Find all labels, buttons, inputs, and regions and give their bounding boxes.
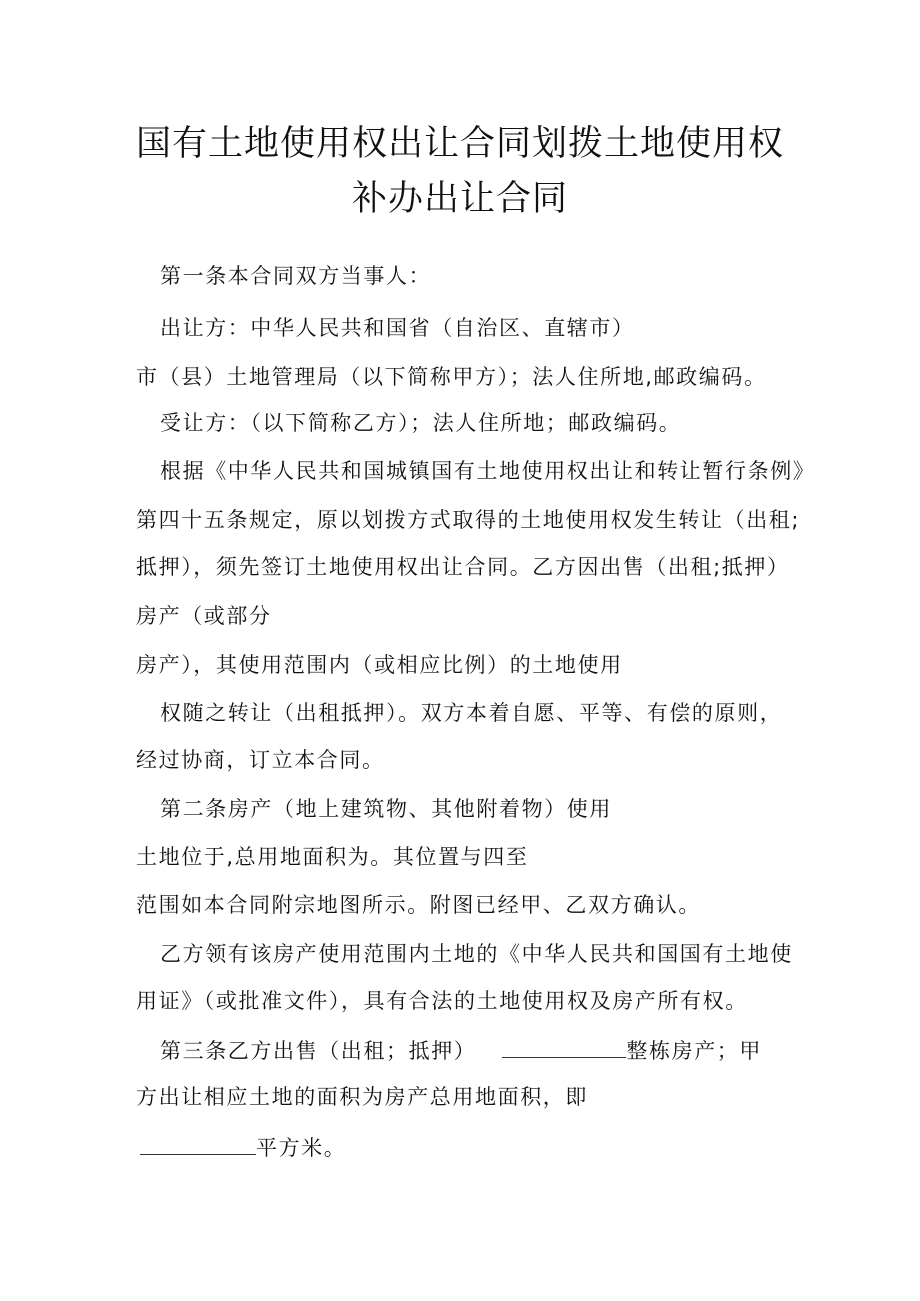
article2-line5: 用证》（或批准文件），具有合法的土地使用权及房产所有权。: [136, 989, 748, 1013]
grantor-line-cont: 市（县）土地管理局（以下简称甲方）；法人住所地,邮政编码。: [136, 365, 767, 389]
document-title-line2: 补办出让合同: [351, 179, 568, 219]
article2-line2: 土地位于,总用地面积为。其位置与四至: [136, 845, 529, 869]
basis-line6: 权随之转让（出租抵押）。双方本着自愿、平等、有偿的原则，: [160, 701, 783, 725]
article3-line2: 方出让相应土地的面积为房产总用地面积，即: [136, 1085, 588, 1109]
article2-line4: 乙方领有该房产使用范围内土地的《中华人民共和国国有土地使: [160, 942, 793, 966]
basis-line2: 第四十五条规定，原以划拨方式取得的土地使用权发生转让（出租;: [136, 508, 801, 532]
fill-in-blank: [140, 1136, 256, 1155]
article3-line1: [160, 1039, 762, 1062]
fill-in-blank: [502, 1039, 626, 1058]
article3-line3: [140, 1136, 346, 1159]
basis-line4: 房产（或部分: [136, 604, 272, 628]
article3-area-unit: 平方米。: [256, 1136, 347, 1160]
article2-line3: 范围如本合同附宗地图所示。附图已经甲、乙双方确认。: [136, 893, 701, 917]
article3-text-a: 第三条乙方出售（出租；抵押）: [160, 1039, 477, 1063]
basis-line7: 经过协商，订立本合同。: [136, 748, 385, 772]
grantor-line: 出让方：中华人民共和国省（自治区、直辖市）: [160, 316, 635, 340]
basis-line3: 抵押），须先签订土地使用权出让合同。乙方因出售（出租;抵押）: [136, 555, 790, 579]
article2-line1: 第二条房产（地上建筑物、其他附着物）使用: [160, 797, 612, 821]
basis-line5: 房产），其使用范围内（或相应比例）的土地使用: [136, 653, 623, 677]
grantee-line: 受让方：（以下简称乙方）；法人住所地；邮政编码。: [160, 411, 682, 435]
article3-text-b: 整栋房产；甲: [626, 1039, 763, 1063]
article1-heading: 第一条本合同双方当事人：: [160, 264, 432, 288]
basis-line1: 根据《中华人民共和国城镇国有土地使用权出让和转让暂行条例》: [160, 459, 816, 483]
document-title-line1: 国有土地使用权出让合同划拨土地使用权: [135, 124, 784, 164]
